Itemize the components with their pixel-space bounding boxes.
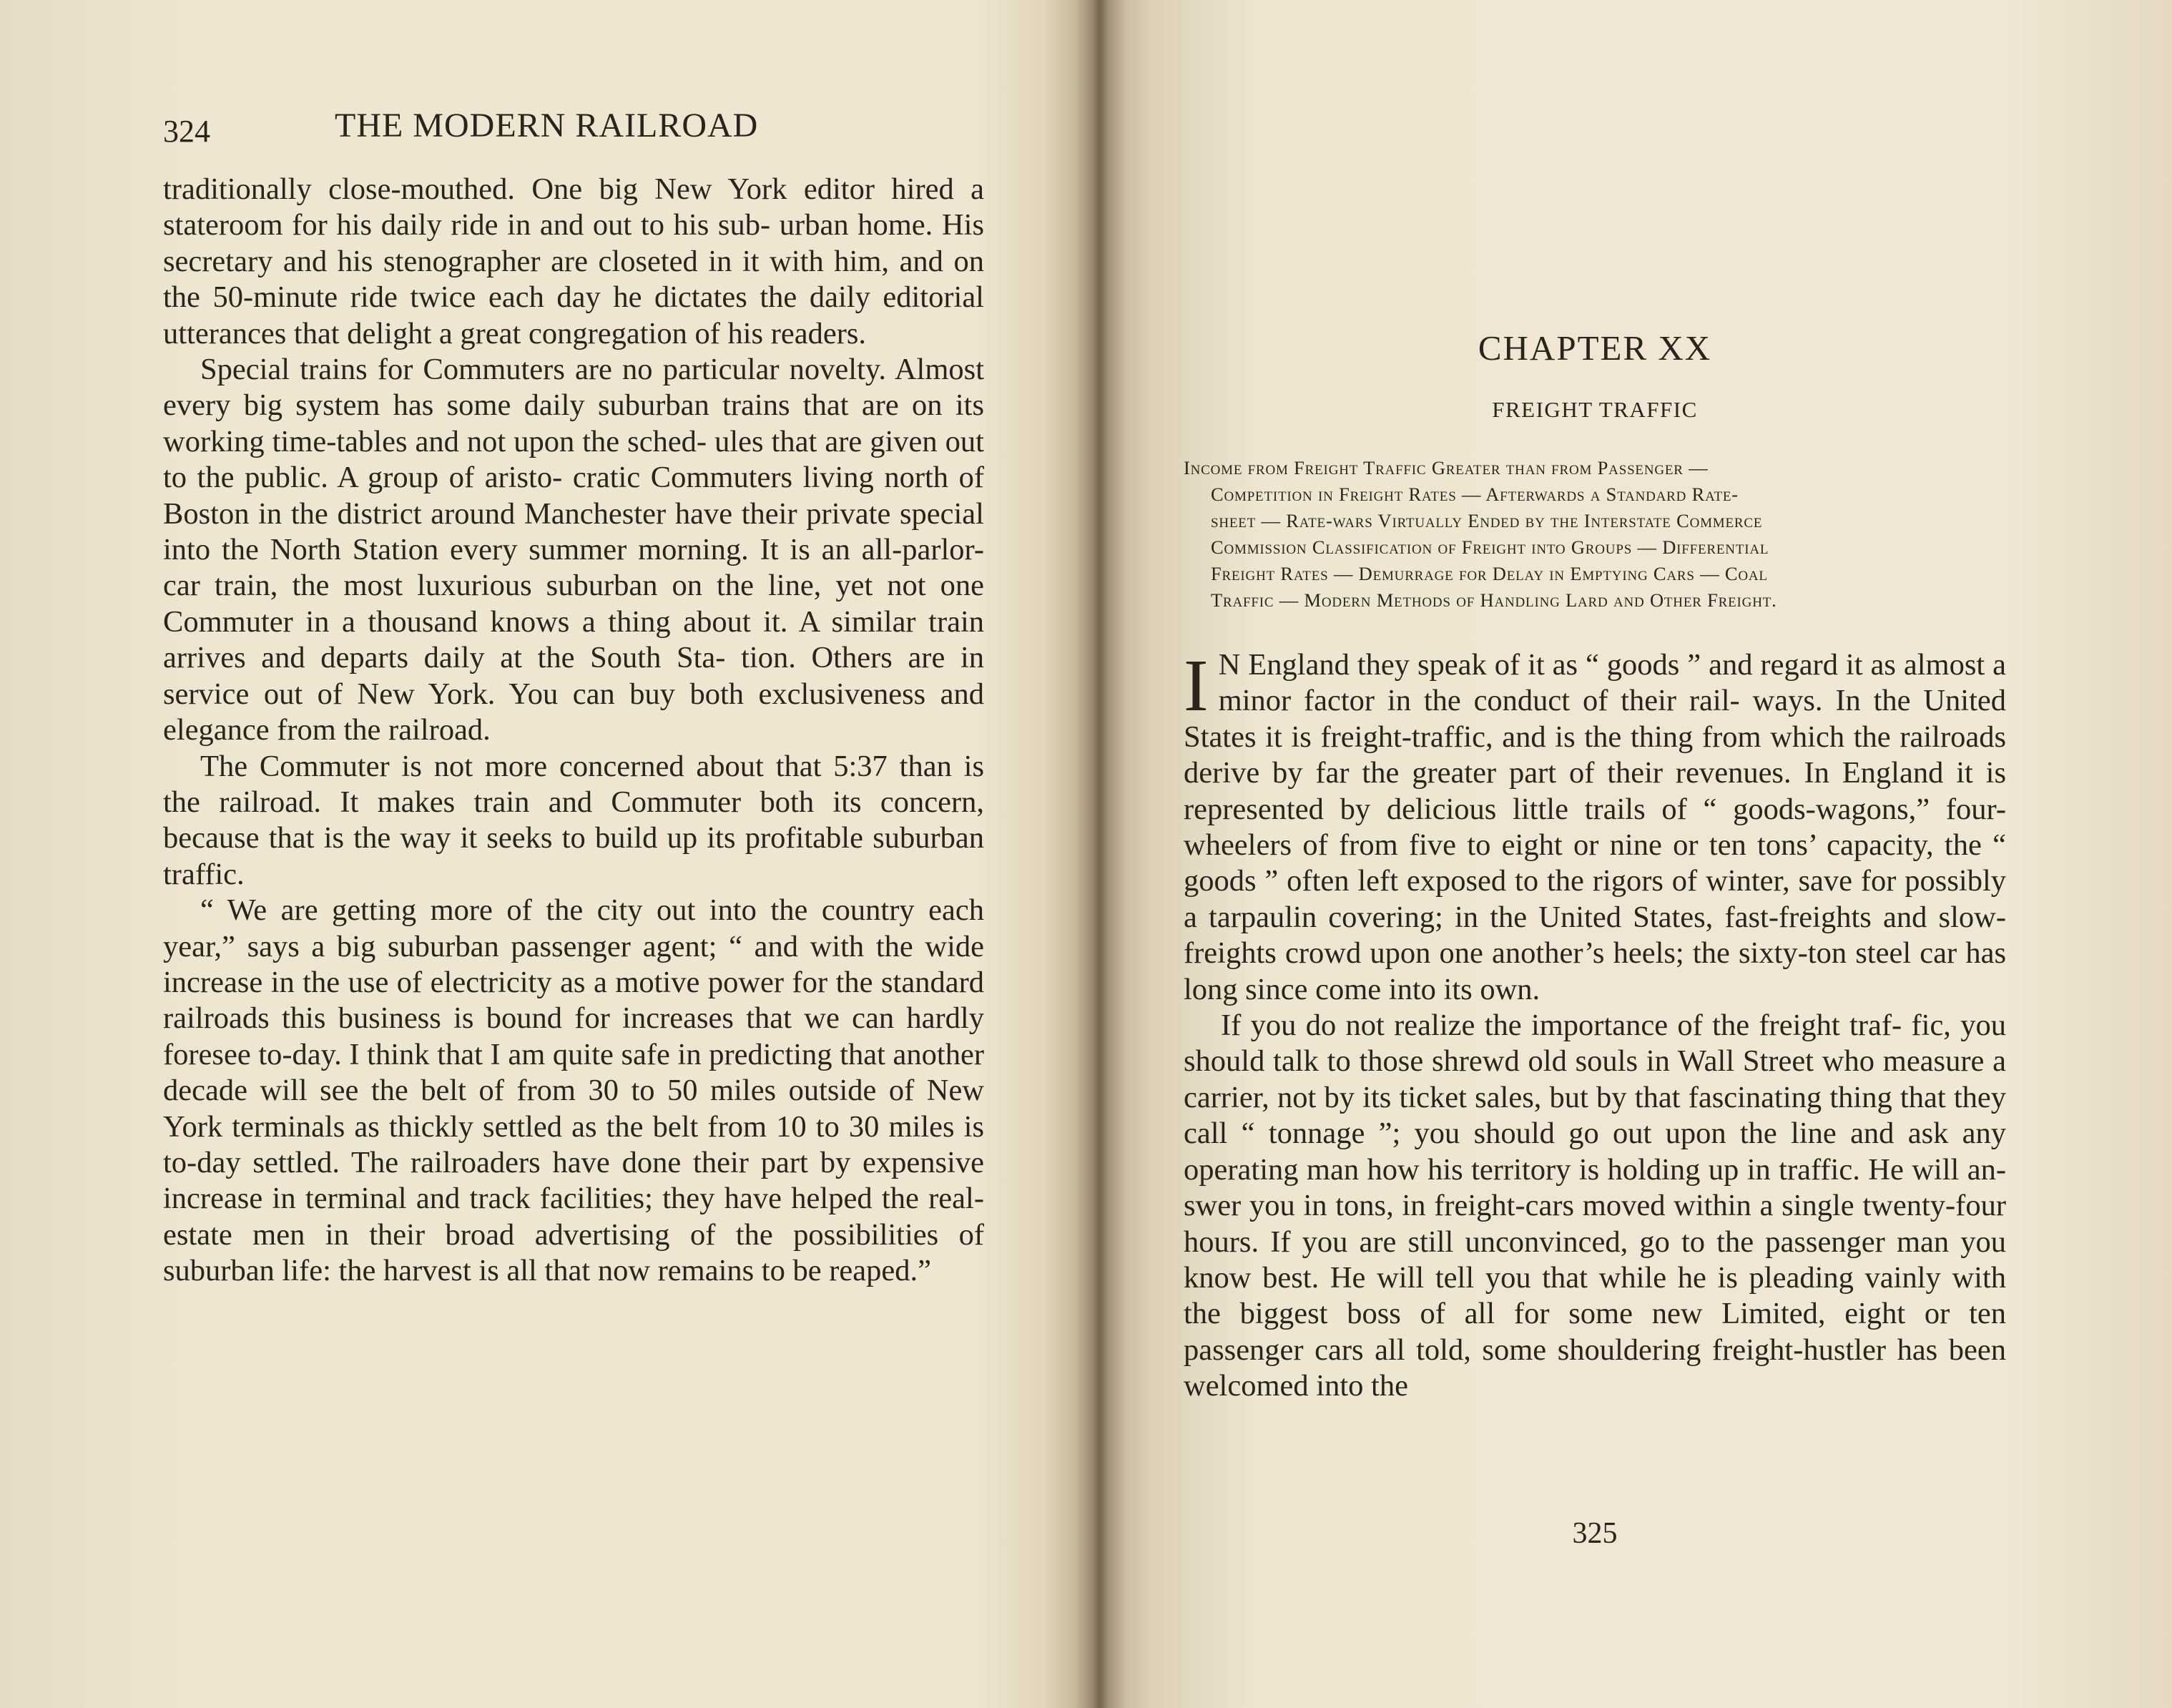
text-line: similar train arrives and departs daily at the South Sta- bbox=[163, 604, 985, 675]
running-title: THE MODERN RAILROAD bbox=[335, 107, 759, 144]
text-line: around Manchester have their private special into the bbox=[163, 496, 984, 567]
text-line: its concern, because that is the way it seeks to build up its bbox=[163, 785, 985, 855]
text-line: power for the standard railroads this business is bound bbox=[163, 965, 984, 1036]
text-line: one Commuter in a thousand knows a thing about it. A bbox=[163, 569, 984, 639]
text-line: Street who measure a carrier, not by its ticket sales, but by bbox=[1184, 1044, 2006, 1114]
text-line: The Commuter is not more concerned about that 5:37 bbox=[200, 749, 888, 783]
text-line: N England they speak of it as “ goods ” and regard bbox=[1218, 648, 1838, 682]
text-line: car train, the most luxurious suburban on the line, yet not bbox=[163, 569, 926, 603]
text-line: that I am quite safe in predicting that another decade will bbox=[163, 1037, 984, 1108]
text-line: with the wide increase in the use of electricity as a motive bbox=[163, 929, 985, 999]
text-line: swer you in tons, in freight-cars moved within a single bbox=[1184, 1189, 1854, 1223]
page-number: 324 bbox=[163, 114, 210, 149]
text-line: part of their revenues. In England it is represented by bbox=[1184, 756, 2007, 826]
text-line: buy both exclusiveness and elegance from the railroad. bbox=[163, 677, 985, 747]
text-line: it as almost a minor factor in the conduct of their rail- bbox=[1218, 648, 2006, 718]
chapter-title: CHAPTER XX bbox=[1478, 328, 1712, 368]
chapter-subtitle: FREIGHT TRAFFIC bbox=[1492, 397, 1698, 422]
text-line: delicious little trails of “ goods-wagons,” four-wheelers of bbox=[1184, 792, 2007, 863]
paragraph bbox=[1184, 1008, 2006, 1404]
text-line: Almost every big system has some daily suburban trains bbox=[163, 353, 984, 423]
text-line: passenger man you know best. He will tell you that while bbox=[1184, 1224, 2007, 1295]
text-line: North Station every summer morning. It is an all-parlor- bbox=[270, 533, 984, 567]
synopsis-line: Commission Classification of Freight into Groups — Differential bbox=[1211, 536, 1769, 558]
text-line: profitable suburban traffic. bbox=[163, 821, 985, 891]
text-line: now remains to be reaped.” bbox=[597, 1254, 931, 1288]
text-line: If you do not realize the importance of the freight traf- bbox=[1221, 1008, 1902, 1043]
text-line: terminals as thickly settled as the belt from 10 to 30 miles bbox=[232, 1109, 955, 1144]
text-line: for increases that we can hardly foresee to-day. I think bbox=[163, 1001, 984, 1071]
paragraph bbox=[163, 172, 984, 352]
paragraph bbox=[1184, 644, 2007, 1008]
text-line: from five to eight or nine or ten tons’ capacity, the bbox=[1339, 828, 1982, 863]
paragraph bbox=[163, 893, 984, 1289]
text-line: he is pleading vainly with the biggest boss of all for some bbox=[1184, 1260, 2007, 1331]
text-line: tion. Others are in service out of New York. You can bbox=[163, 641, 985, 711]
text-line: than is the railroad. It makes train and Commuter both bbox=[163, 749, 985, 819]
text-line: each day he dictates the daily editorial utterances that bbox=[163, 280, 984, 350]
chapter-synopsis bbox=[1184, 455, 2006, 614]
text-line: that fascinating thing that they call “ tonnage ”; you bbox=[1184, 1080, 2006, 1151]
right-page-body bbox=[1184, 644, 2007, 1405]
text-line: should go out upon the line and ask any operating man bbox=[1184, 1116, 2007, 1187]
text-line: fic, you should talk to those shrewd old souls in Wall bbox=[1184, 1008, 2007, 1079]
text-line: have helped the real-estate men in their broad advertising bbox=[163, 1182, 984, 1252]
text-line: ways. In the United States it is freight-traffic, and is the bbox=[1184, 684, 2007, 754]
text-line: see the belt of from 30 to 50 miles outside of New York bbox=[163, 1074, 984, 1144]
text-line: by expensive increase in terminal and track facilities; they bbox=[163, 1145, 984, 1216]
text-line: for possibly a tarpaulin covering; in the United States, bbox=[1184, 864, 2007, 934]
text-line: ules that are given out to the public. A group of aristo- bbox=[163, 424, 984, 495]
text-line: new Limited, eight or ten passenger cars all told, some bbox=[1184, 1297, 2007, 1367]
text-line: urban home. His secretary and his stenographer are bbox=[163, 208, 984, 278]
drop-cap: I bbox=[1184, 644, 1209, 727]
text-line: is to-day settled. The railroaders have done their part bbox=[163, 1109, 984, 1179]
synopsis-line: sheet — Rate-wars Virtually Ended by the Interstate Commerce bbox=[1211, 510, 1763, 531]
book-gutter bbox=[1044, 0, 1151, 1708]
text-line: hired a stateroom for his daily ride in and out to his sub- bbox=[163, 172, 984, 242]
text-line: “ We are getting more of the city out into the country bbox=[200, 893, 915, 928]
text-line: twenty-four hours. If you are still unconvinced, go to the bbox=[1184, 1189, 2006, 1259]
text-line: thing from which the railroads derive by far the greater bbox=[1184, 720, 2007, 790]
text-line: Special trains for Commuters are no particular novelty. bbox=[200, 353, 887, 387]
text-line: of the possibilities of suburban life: the harvest is all that bbox=[163, 1217, 985, 1288]
synopsis-line: Income from Freight Traffic Greater than from Passenger — bbox=[1184, 457, 1709, 478]
text-line: that are on its working time-tables and not upon the sched- bbox=[163, 388, 984, 458]
synopsis-line: Traffic — Modern Methods of Handling Lard and Other Freight. bbox=[1211, 589, 1777, 611]
paragraph bbox=[163, 749, 984, 893]
text-line: each year,” says a big suburban passenger agent; “ and bbox=[163, 893, 985, 963]
synopsis-line: Competition in Freight Rates — Afterwards a Standard Rate- bbox=[1211, 484, 1739, 505]
paragraph bbox=[163, 352, 984, 748]
running-head bbox=[163, 106, 984, 149]
page-number: 325 bbox=[1572, 1517, 1618, 1550]
text-line: closeted in it with him, and on the 50-minute ride twice bbox=[163, 244, 984, 315]
left-page-body bbox=[163, 172, 984, 1290]
text-line: shouldering freight-hustler has been welcomed into the bbox=[1184, 1332, 2007, 1403]
text-line: traditionally close-mouthed. One big New York editor bbox=[163, 172, 875, 206]
text-line: fast-freights and slow-freights crowd upon one another’s bbox=[1184, 900, 2006, 971]
text-line: heels; the sixty-ton steel car has long since come into bbox=[1184, 936, 2006, 1006]
text-line: its own. bbox=[1443, 972, 1540, 1006]
text-line: cratic Commuters living north of Boston in the district bbox=[163, 461, 984, 531]
text-line: delight a great congregation of his readers. bbox=[347, 316, 867, 350]
text-line: how his territory is holding up in traffic. He will an- bbox=[1367, 1152, 2007, 1187]
text-line: “ goods ” often left exposed to the rigors of winter, save bbox=[1184, 828, 2006, 898]
synopsis-line: Freight Rates — Demurrage for Delay in Emptying Cars — Coal bbox=[1211, 563, 1768, 584]
